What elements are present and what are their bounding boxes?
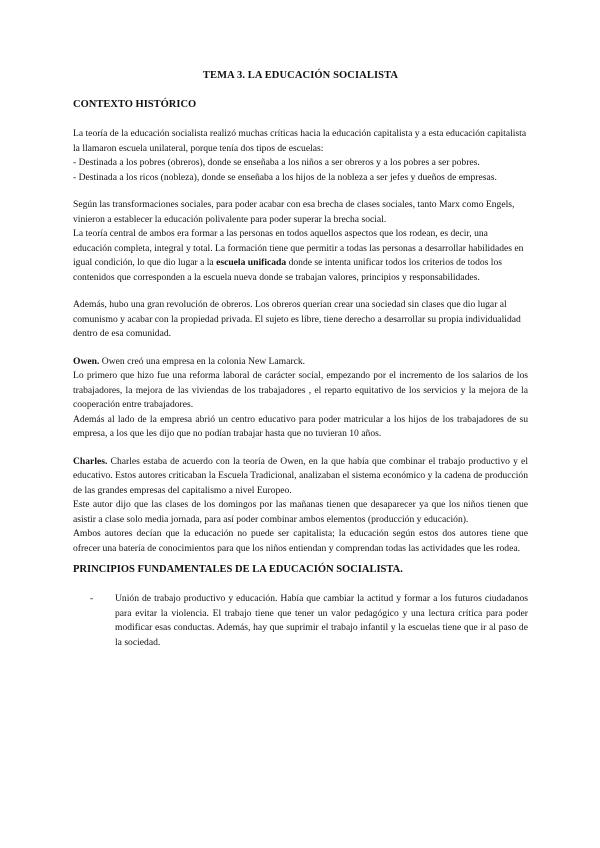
principios-list <box>73 592 528 650</box>
paragraph-charles-intro <box>73 455 528 499</box>
paragraph-owen-reforma: Lo primero que hizo fue una reforma laboral de carácter social, empezando por el incremento de los salarios de los trabajadores, la mejora de las viviendas de los trabajadores , el reparto equitativo de los servicios y la mejora de la cooperación entre trabajadores. <box>73 370 528 410</box>
owen-intro-text: Owen creó una empresa en la colonia New Lamarck. <box>99 355 306 367</box>
list-item <box>73 592 528 650</box>
owen-name: Owen. <box>73 355 100 367</box>
document-title: TEMA 3. LA EDUCACIÓN SOCIALISTA <box>202 70 399 81</box>
paragraph-ambos-autores: Ambos autores decían que la educación no puede ser capitalista; la educación según estos dos autores tiene que ofrecer una batería de conocimientos para que los niños entiendan y comprendan todas las actividades que les rodea. <box>73 528 528 554</box>
charles-name: Charles. <box>73 455 108 467</box>
list-item-text: Unión de trabajo productivo y educación. Había que cambiar la actitud y formar a los futuros ciudadanos para evitar la violencia. El trabajo tiene que tener un valor pedagógico y una lectura crítica para poder modificar esas conductas. Además, hay que suprimir el trabajo infantil y la escuelas tiene que ir al paso de la sociedad. <box>115 593 528 648</box>
paragraph-owen-centro: Además al lado de la empresa abrió un centro educativo para poder matricular a los hijos de los trabajadores de su empresa, a los que les dijo que no podían trabajar hasta que no tuvieran 10 años. <box>73 413 528 439</box>
teoria-text-pre: La teoría central de ambos era formar a las personas en todos aquellos aspectos que los rodean, es decir, una educación completa, integral y total. La formación tiene que permitir a todas las personas a desarrollar habilidades en igual condición, lo que dio lugar a la <box>73 228 524 268</box>
document-body <box>73 70 528 650</box>
section-heading-principios: PRINCIPIOS FUNDAMENTALES DE LA EDUCACIÓN SOCIALISTA. <box>73 564 403 575</box>
teoria-text-post: donde se intenta unificar todos los criterios de todos los contenidos que corresponden a la escuela nueva donde se trabajan valores, principios y responsabilidades. <box>73 257 502 283</box>
paragraph-escuela-unilateral: La teoría de la educación socialista realizó muchas críticas hacia la educación capitalista y a esta educación capitalista la llamaron escuela unilateral, porque tenía dos tipos de escuelas: <box>73 128 527 154</box>
charles-intro-text: Charles estaba de acuerdo con la teoría de Owen, en la que había que combinar el trabajo productivo y el educativo. Estos autores criticaban la Escuela Tradicional, analizaban el sistema económico y la cadena de producción de las grandes empresas del capitalismo a nivel Europeo. <box>73 455 528 496</box>
list-line-ricos: - Destinada a los ricos (nobleza), donde se enseñaba a los hijos de la nobleza a ser jefes y dueños de empresas. <box>73 171 497 183</box>
paragraph-teoria-central <box>73 227 528 285</box>
list-line-pobres: - Destinada a los pobres (obreros), donde se enseñaba a los niños a ser obreros y a los pobres a ser pobres. <box>73 157 480 168</box>
escuela-unificada-term: escuela unificada <box>216 257 287 268</box>
paragraph-owen-intro <box>73 355 528 370</box>
paragraph-revolucion-obreros: Además, hubo una gran revolución de obreros. Los obreros querían crear una sociedad sin clases que dio lugar al comunismo y acabar con la propiedad privada. El sujeto es libre, tiene derecho a desarrollar su propia individualidad dentro de esa comunidad. <box>73 299 521 339</box>
bullet-dash: - <box>90 593 94 604</box>
section-heading-contexto: CONTEXTO HISTÓRICO <box>73 99 197 110</box>
paragraph-charles-domingos: Este autor dijo que las clases de los domingos por las mañanas tienen que desaparecer ya que los niños tienen que asistir a clase solo media jornada, para así poder combinar ambos elementos (producción y educación). <box>73 499 528 525</box>
paragraph-marx-engels: Según las transformaciones sociales, para poder acabar con esa brecha de clases sociales, tanto Marx como Engels, vinieron a establecer la educación polivalente para poder superar la brecha social. <box>73 199 515 225</box>
